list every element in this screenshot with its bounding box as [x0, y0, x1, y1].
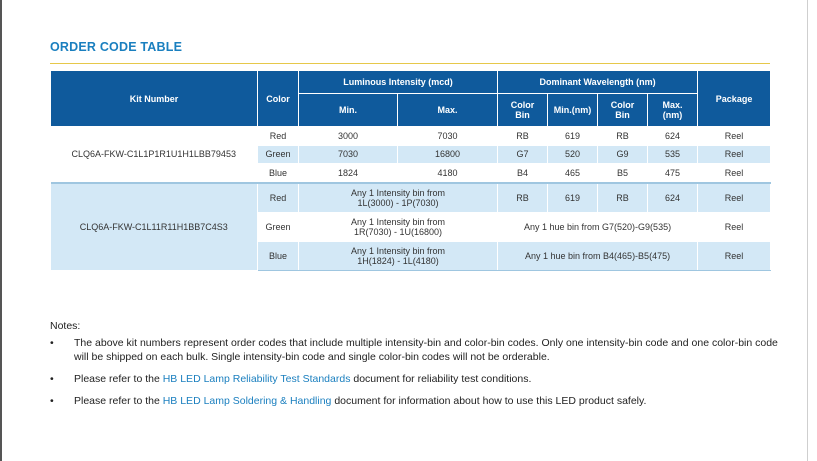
color-cell: Blue	[258, 241, 299, 270]
color-bin-cell: RB	[498, 183, 548, 213]
header-li-min: Min.	[299, 94, 398, 127]
page-title: ORDER CODE TABLE	[50, 40, 183, 54]
kit-number-cell: CLQ6A-FKW-C1L11R11H1BB7C4S3	[51, 183, 258, 271]
notes-section	[50, 320, 790, 416]
intensity-range-line-2: 1H(1824) - 1L(4180)	[357, 255, 439, 266]
max-nm-cell: 535	[648, 145, 698, 164]
package-cell: Reel	[698, 183, 771, 213]
intensity-max-cell: 16800	[398, 145, 498, 164]
min-nm-cell: 520	[548, 145, 598, 164]
note-item	[50, 336, 790, 364]
color-cell: Green	[258, 212, 299, 241]
kit-number-cell: CLQ6A-FKW-C1L1P1R1U1H1LBB79453	[51, 127, 258, 183]
intensity-range-cell	[299, 183, 498, 213]
note-text-post: document for information about how to use this LED product safely.	[331, 395, 647, 407]
intensity-min-cell: 7030	[299, 145, 398, 164]
soldering-handling-link[interactable]: HB LED Lamp Soldering & Handling	[162, 395, 332, 407]
note-text-pre: Please refer to the	[74, 395, 163, 407]
intensity-max-cell: 7030	[398, 127, 498, 146]
min-nm-cell: 619	[548, 183, 598, 213]
hue-range-cell: Any 1 hue bin from G7(520)-G9(535)	[498, 212, 698, 241]
color-bin-cell: RB	[598, 127, 648, 146]
bullet: •	[50, 373, 54, 385]
color-bin-cell: B4	[498, 164, 548, 183]
note-text-post: document for reliability test conditions.	[350, 373, 532, 385]
header-color-bin-1	[498, 94, 548, 127]
header-color-bin-2	[598, 94, 648, 127]
color-bin-cell: RB	[598, 183, 648, 213]
color-cell: Red	[258, 127, 299, 146]
header-kit-number: Kit Number	[51, 71, 258, 127]
intensity-range-line-1: Any 1 Intensity bin from	[350, 245, 446, 256]
header-package: Package	[698, 71, 771, 127]
header-color-bin-1-text: Color Bin	[510, 100, 535, 120]
color-cell: Green	[258, 145, 299, 164]
package-cell: Reel	[698, 145, 771, 164]
color-cell: Red	[258, 183, 299, 213]
title-underline	[50, 63, 770, 64]
intensity-range-line-2: 1R(7030) - 1U(16800)	[353, 226, 443, 237]
header-color-bin-2-text: Color Bin	[610, 100, 635, 120]
header-li-max: Max.	[398, 94, 498, 127]
note-text-pre: Please refer to the	[74, 373, 163, 385]
header-color: Color	[258, 71, 299, 127]
intensity-max-cell: 4180	[398, 164, 498, 183]
min-nm-cell: 619	[548, 127, 598, 146]
intensity-range-cell	[299, 241, 498, 270]
intensity-range-line-1: Any 1 Intensity bin from	[350, 216, 446, 227]
intensity-min-cell: 3000	[299, 127, 398, 146]
intensity-range-cell	[299, 212, 498, 241]
note-text: The above kit numbers represent order codes that include multiple intensity-bin and color-bin codes. Only one intensity-bin code and one color-bin code will be shipped on each bulk. Single intensity-bin code and single color-bin codes will not be orderable.	[74, 337, 778, 363]
table-row	[51, 183, 771, 213]
package-cell: Reel	[698, 212, 771, 241]
header-dominant-wavelength: Dominant Wavelength (nm)	[498, 71, 698, 94]
bullet: •	[50, 395, 54, 407]
page-right-border	[807, 0, 808, 461]
note-item	[50, 372, 790, 386]
header-min-nm: Min.(nm)	[548, 94, 598, 127]
table-row	[51, 127, 771, 146]
header-max-nm	[648, 94, 698, 127]
note-item	[50, 394, 790, 408]
intensity-range-line-1: Any 1 Intensity bin from	[350, 187, 446, 198]
intensity-range-line-2: 1L(3000) - 1P(7030)	[357, 197, 439, 208]
intensity-min-cell: 1824	[299, 164, 398, 183]
max-nm-cell: 475	[648, 164, 698, 183]
header-luminous-intensity: Luminous Intensity (mcd)	[299, 71, 498, 94]
reliability-standards-link[interactable]: HB LED Lamp Reliability Test Standards	[162, 373, 351, 385]
package-cell: Reel	[698, 241, 771, 270]
bullet: •	[50, 337, 54, 349]
package-cell: Reel	[698, 164, 771, 183]
color-bin-cell: B5	[598, 164, 648, 183]
color-cell: Blue	[258, 164, 299, 183]
color-bin-cell: RB	[498, 127, 548, 146]
header-max-nm-text: Max. (nm)	[662, 100, 683, 120]
package-cell: Reel	[698, 127, 771, 146]
page-left-border	[0, 0, 2, 461]
notes-title: Notes:	[50, 320, 81, 332]
min-nm-cell: 465	[548, 164, 598, 183]
hue-range-cell: Any 1 hue bin from B4(465)-B5(475)	[498, 241, 698, 270]
order-code-table	[50, 70, 771, 271]
color-bin-cell: G7	[498, 145, 548, 164]
max-nm-cell: 624	[648, 127, 698, 146]
color-bin-cell: G9	[598, 145, 648, 164]
max-nm-cell: 624	[648, 183, 698, 213]
